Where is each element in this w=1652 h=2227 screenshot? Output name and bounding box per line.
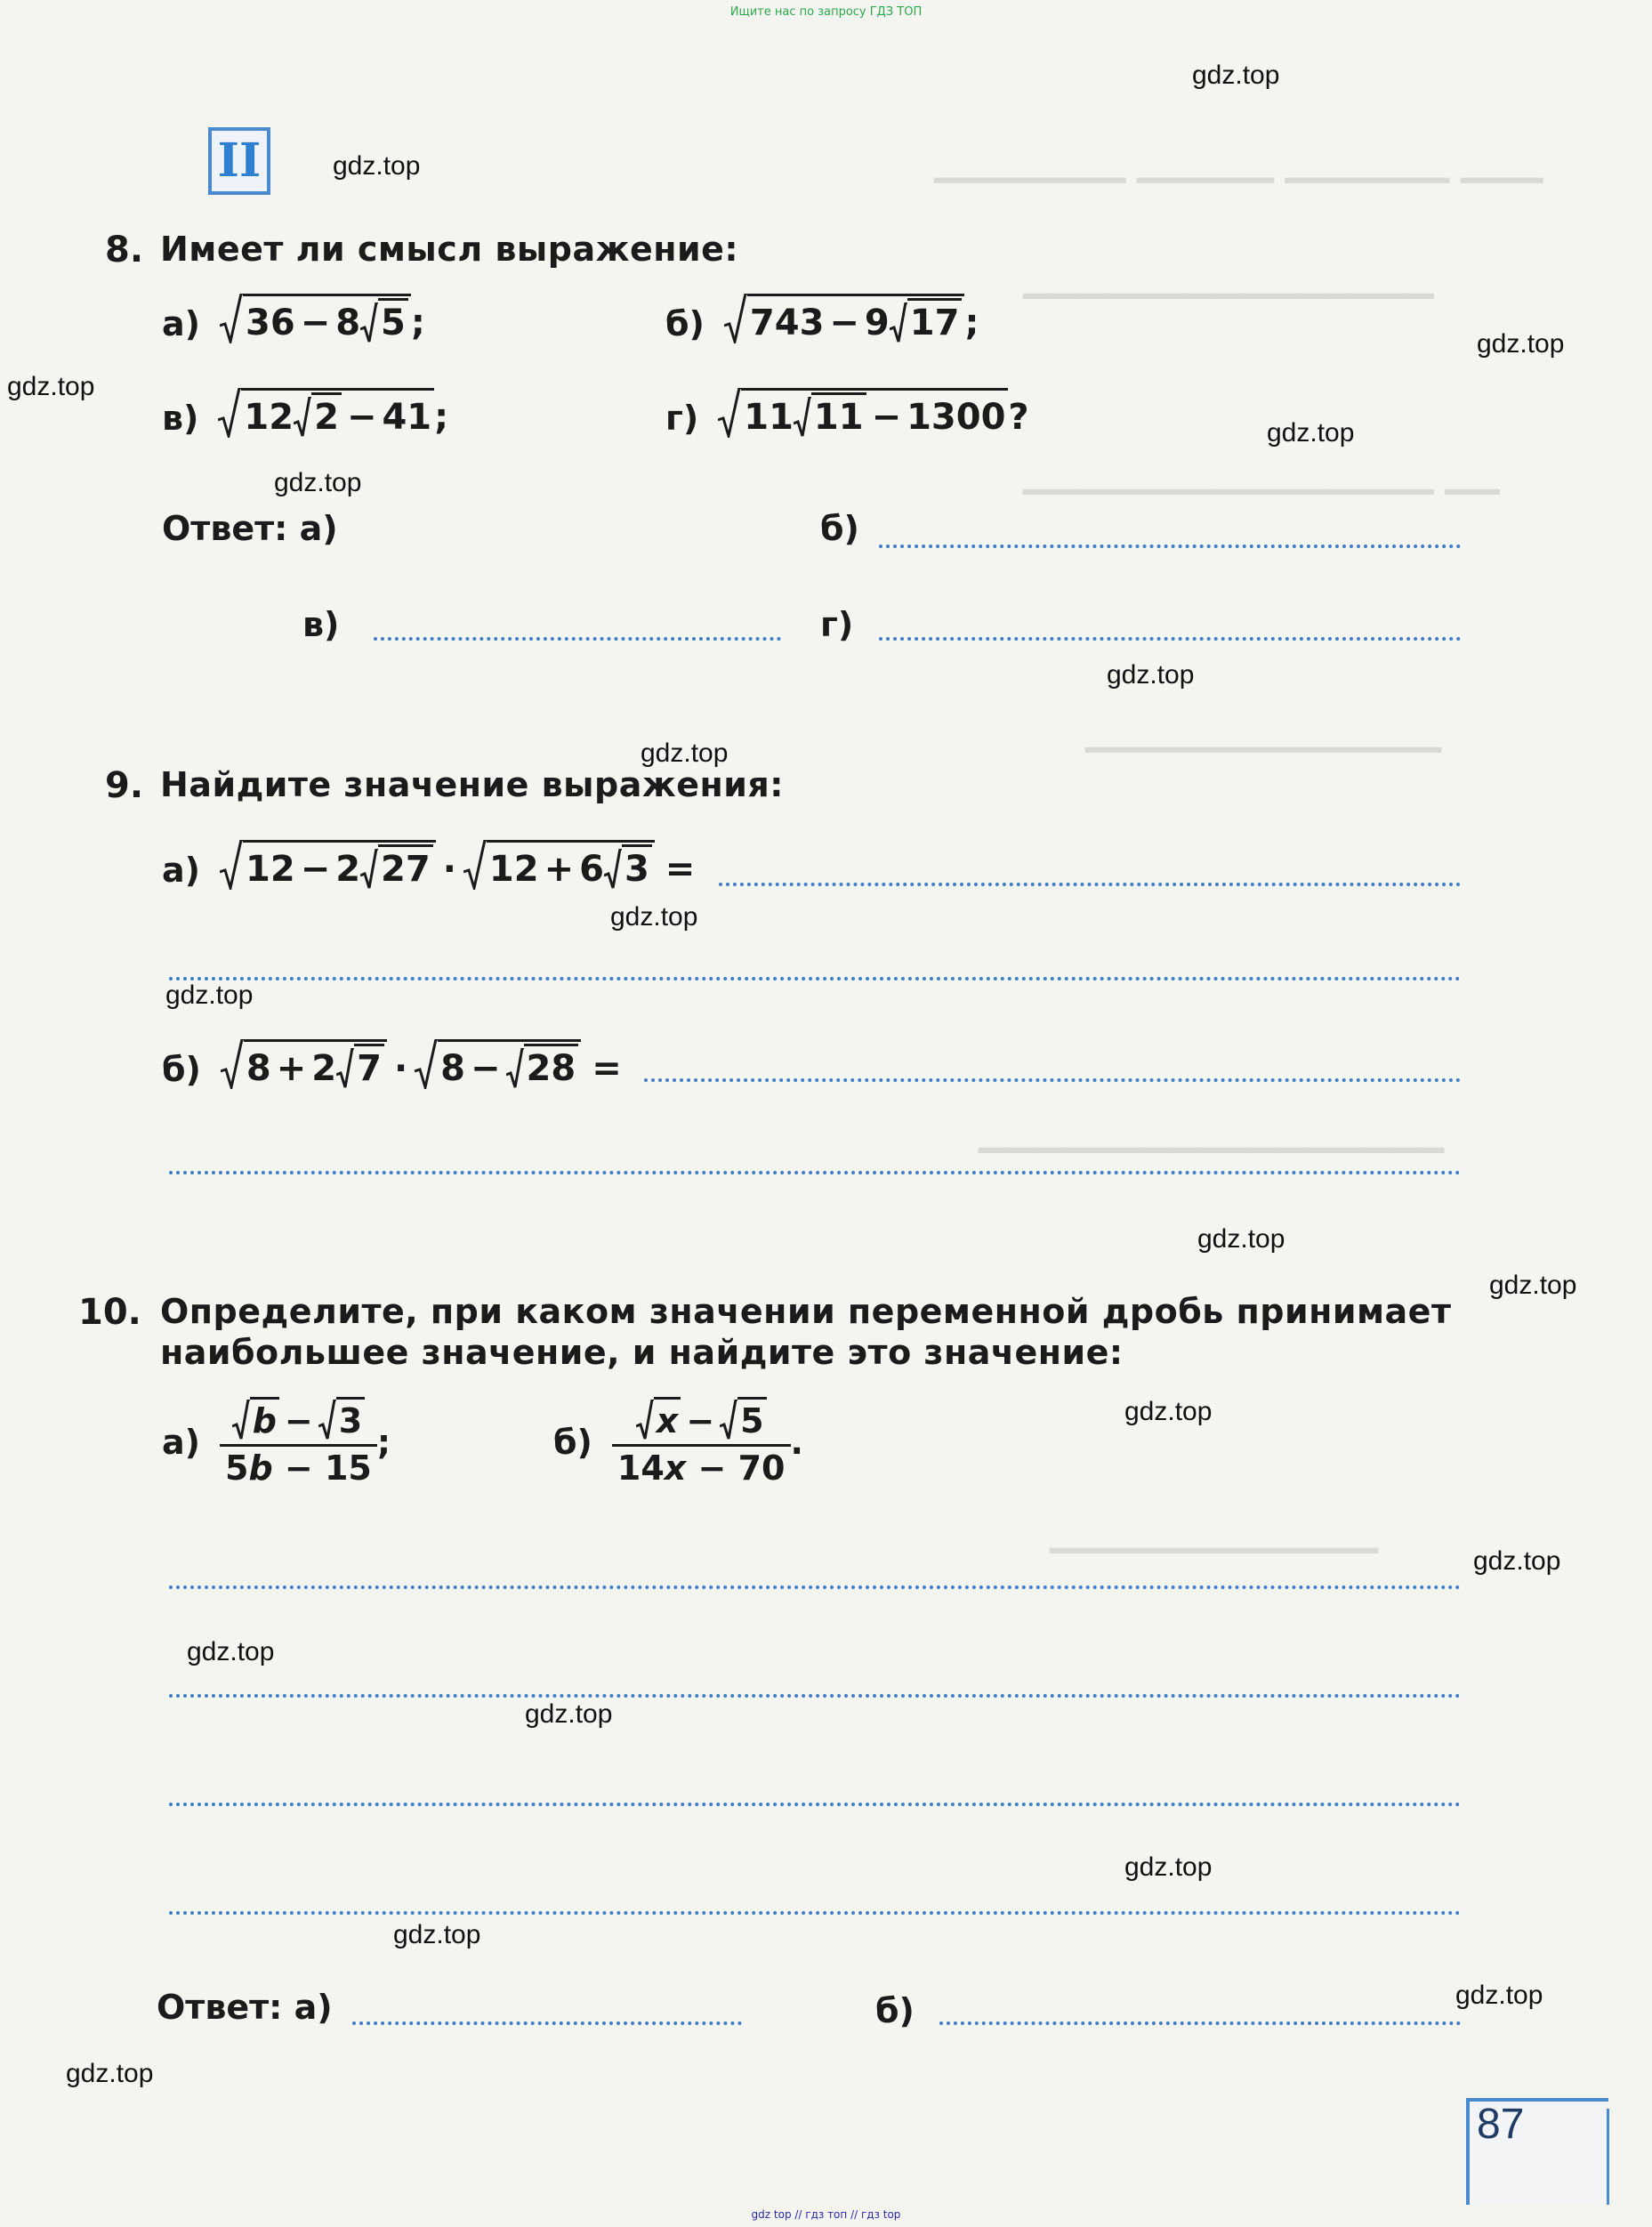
watermark: gdz.top bbox=[1192, 61, 1280, 90]
answer-line[interactable] bbox=[644, 1078, 1461, 1082]
task-number: 8. bbox=[105, 230, 144, 270]
answer-line-b[interactable] bbox=[879, 545, 1461, 548]
page-edge-rule bbox=[1607, 2109, 1609, 2205]
watermark: gdz.top bbox=[1473, 1546, 1561, 1576]
watermark: gdz.top bbox=[66, 2059, 154, 2088]
watermark: gdz.top bbox=[333, 151, 421, 181]
task8-item-b: б) 743 − 9 17 ; bbox=[665, 294, 979, 343]
answer-label-c: в) bbox=[302, 605, 340, 644]
task9-item-b: б) 8 + 2 7 · 8 − 28 = bbox=[162, 1039, 622, 1089]
answer-line-b[interactable] bbox=[939, 2021, 1461, 2025]
page-number: 87 bbox=[1477, 2101, 1525, 2148]
watermark: gdz.top bbox=[393, 1920, 481, 1949]
watermark: gdz.top bbox=[610, 902, 698, 932]
watermark: gdz.top bbox=[274, 468, 362, 497]
bottom-banner: gdz top // гдз топ // гдз top bbox=[751, 2208, 901, 2221]
answer-label-b: б) bbox=[875, 1991, 915, 2030]
answer-line[interactable] bbox=[169, 1586, 1461, 1589]
radical: 12 2 − 41 bbox=[218, 388, 434, 438]
answer-line-c[interactable] bbox=[374, 637, 781, 641]
task10-item-b: б) x − 5 14x − 70 . bbox=[553, 1397, 803, 1488]
answer-line[interactable] bbox=[169, 1803, 1461, 1806]
task-number: 10. bbox=[78, 1292, 141, 1333]
task-title: Имеет ли смысл выражение: bbox=[160, 230, 739, 269]
answer-label: Ответ: а) bbox=[157, 1988, 333, 2027]
section-badge: II bbox=[208, 127, 270, 195]
task8-item-d: г) 11 11 − 1300 ? bbox=[665, 388, 1029, 438]
answer-label-b: б) bbox=[820, 509, 859, 548]
radical: 36 − 8 5 bbox=[220, 294, 411, 343]
answer-line-d[interactable] bbox=[879, 637, 1461, 641]
answer-line-a[interactable] bbox=[352, 2021, 742, 2025]
radical: 11 11 − 1300 bbox=[718, 388, 1008, 438]
answer-line[interactable] bbox=[169, 1911, 1461, 1915]
watermark: gdz.top bbox=[1267, 418, 1355, 448]
watermark: gdz.top bbox=[1477, 329, 1565, 359]
answer-line[interactable] bbox=[169, 1694, 1461, 1698]
watermark: gdz.top bbox=[1197, 1224, 1285, 1254]
answer-line[interactable] bbox=[719, 883, 1461, 886]
watermark: gdz.top bbox=[7, 372, 95, 401]
top-banner: Ищите нас по запросу ГДЗ ТОП bbox=[729, 5, 923, 19]
watermark: gdz.top bbox=[1124, 1852, 1213, 1882]
watermark: gdz.top bbox=[1489, 1271, 1577, 1300]
task8-item-a: а) 36 − 8 5 ; bbox=[162, 294, 425, 343]
task-title-line2: наибольшее значение, и найдите это значение: bbox=[160, 1333, 1124, 1372]
radical: 743 − 9 17 bbox=[724, 294, 965, 343]
answer-label: Ответ: а) bbox=[162, 509, 338, 548]
watermark: gdz.top bbox=[1124, 1397, 1213, 1426]
watermark: gdz.top bbox=[1107, 660, 1195, 690]
answer-line[interactable] bbox=[169, 977, 1461, 980]
watermark: gdz.top bbox=[1455, 1981, 1543, 2010]
watermark: gdz.top bbox=[641, 738, 729, 768]
task8-item-c: в) 12 2 − 41 ; bbox=[162, 388, 448, 438]
watermark: gdz.top bbox=[165, 980, 254, 1010]
answer-label-d: г) bbox=[820, 605, 854, 644]
task-number: 9. bbox=[105, 765, 144, 806]
task9-item-a: а) 12 − 2 27 · 12 + 6 3 = bbox=[162, 840, 695, 890]
watermark: gdz.top bbox=[187, 1637, 275, 1666]
watermark: gdz.top bbox=[525, 1699, 613, 1729]
task10-item-a: а) b − 3 5b − 15 ; bbox=[162, 1397, 391, 1488]
task-title-line1: Определите, при каком значении переменной дробь принимает bbox=[160, 1292, 1452, 1331]
answer-line[interactable] bbox=[169, 1171, 1461, 1174]
task-title: Найдите значение выражения: bbox=[160, 765, 784, 804]
